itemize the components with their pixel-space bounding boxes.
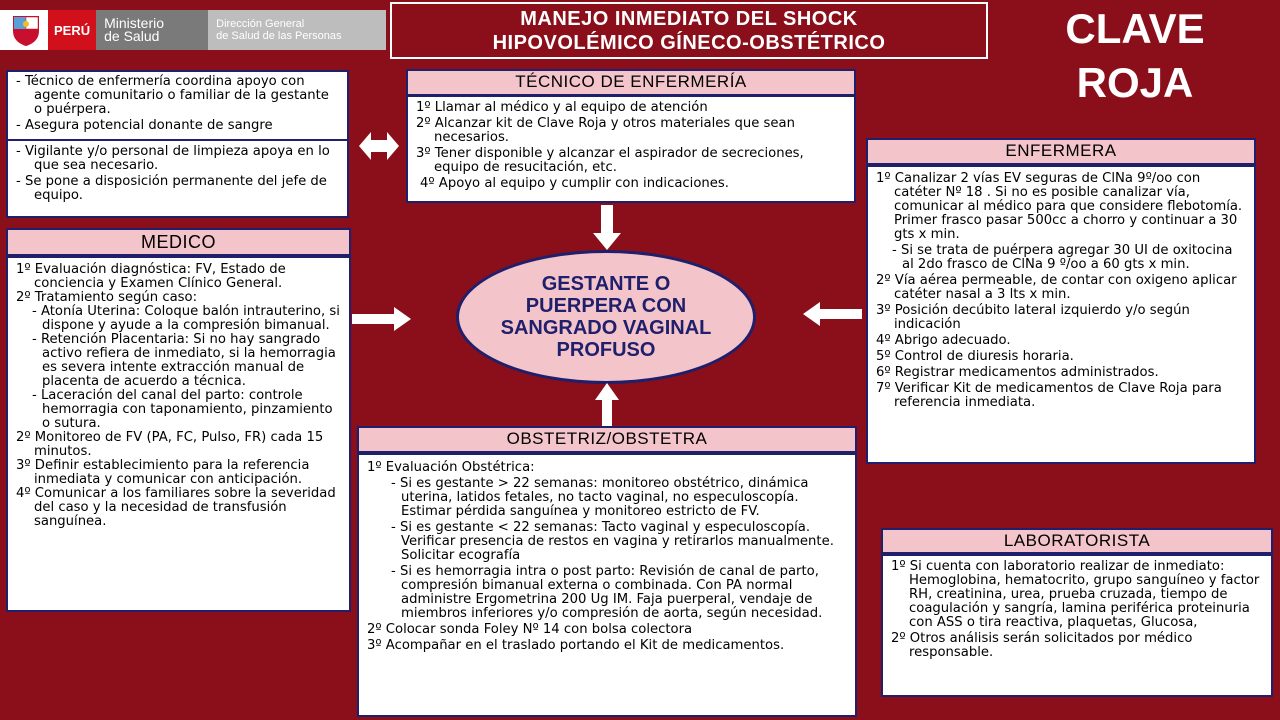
medico-subitem: - Atonía Uterina: Coloque balón intrauterino, si dispone y ayude a la compresión bimanual. bbox=[32, 304, 340, 333]
medico-item: 3º Definir establecimiento para la referencia inmediata y comunicar con anticipación. bbox=[16, 458, 310, 487]
support-item: - Se pone a disposición permanente del jefe de equipo. bbox=[16, 174, 327, 203]
laboratorista-panel bbox=[881, 554, 1273, 697]
clave-roja-title bbox=[1010, 2, 1260, 110]
central-patient-ellipse bbox=[456, 250, 756, 384]
laboratorista-item: 2º Otros análisis serán solicitados por médico responsable. bbox=[891, 631, 1193, 660]
obstetriz-panel bbox=[357, 453, 857, 717]
ministerio-label bbox=[96, 10, 208, 50]
enfermera-item: 6º Registrar medicamentos administrados. bbox=[876, 365, 1159, 380]
center-line: GESTANTE O bbox=[541, 273, 671, 295]
obstetriz-header: OBSTETRIZ/OBSTETRA bbox=[357, 426, 857, 453]
obstetriz-item: 2º Colocar sonda Foley Nº 14 con bolsa colectora bbox=[367, 622, 693, 637]
ministerio-line1: Ministerio bbox=[104, 15, 165, 31]
clave-line1: CLAVE bbox=[1065, 5, 1205, 52]
tecnico-header: TÉCNICO DE ENFERMERÍA bbox=[406, 69, 856, 96]
ministry-logo-strip bbox=[0, 10, 386, 50]
center-line: PROFUSO bbox=[556, 339, 656, 361]
tecnico-item: 2º Alcanzar kit de Clave Roja y otros materiales que sean necesarios. bbox=[416, 116, 795, 145]
medico-panel bbox=[6, 256, 351, 612]
direccion-line1: Dirección General bbox=[216, 18, 305, 30]
obstetriz-subitem: - Si es hemorragia intra o post parto: Revisión de canal de parto, compresión bimanual externa o combinada. Con PA normal administre Ergometrina 200 Ug IM. Faja puerperal, vendaje de miembros inferiores y/o compresión de aorta, según necesidad. bbox=[391, 564, 823, 621]
tecnico-item: 3º Tener disponible y alcanzar el aspirador de secreciones, equipo de resucitación, etc. bbox=[416, 146, 804, 175]
medico-item: 1º Evaluación diagnóstica: FV, Estado de conciencia y Examen Clínico General. bbox=[16, 262, 286, 291]
enfermera-panel bbox=[866, 165, 1256, 464]
center-line: PUERPERA CON bbox=[525, 295, 687, 317]
arrow-left-icon bbox=[802, 301, 862, 327]
enfermera-header: ENFERMERA bbox=[866, 138, 1256, 165]
arrow-up-icon bbox=[594, 382, 620, 426]
enfermera-item: 1º Canalizar 2 vías EV seguras de ClNa 9º/oo con catéter Nº 18 . Si no es posible canalizar vía, comunicar al médico para que considere flebotomía. Primer frasco pasar 500cc a chorro y continuar a 30 gts x min. bbox=[876, 171, 1243, 242]
enfermera-item: 5º Control de diuresis horaria. bbox=[876, 349, 1074, 364]
page-title bbox=[390, 2, 988, 59]
enfermera-item: 4º Abrigo adecuado. bbox=[876, 333, 1011, 348]
medico-item: 4º Comunicar a los familiares sobre la severidad del caso y la necesidad de transfusión sanguínea. bbox=[16, 486, 336, 529]
tecnico-panel bbox=[406, 95, 856, 203]
panel-divider bbox=[8, 139, 347, 141]
enfermera-item: 7º Verificar Kit de medicamentos de Clave Roja para referencia inmediata. bbox=[876, 381, 1222, 410]
support-staff-panel bbox=[6, 70, 349, 218]
tecnico-item: 4º Apoyo al equipo y cumplir con indicaciones. bbox=[420, 176, 729, 191]
medico-header: MEDICO bbox=[6, 228, 351, 256]
arrow-right-icon bbox=[352, 306, 412, 332]
enfermera-subitem: - Si se trata de puérpera agregar 30 UI de oxitocina al 2do frasco de ClNa 9 º/oo a 60 gts x min. bbox=[892, 243, 1233, 272]
enfermera-item: 2º Vía aérea permeable, de contar con oxigeno aplicar catéter nasal a 3 lts x min. bbox=[876, 273, 1237, 302]
title-line2: HIPOVOLÉMICO GÍNECO-OBSTÉTRICO bbox=[492, 32, 886, 54]
obstetriz-subitem: - Si es gestante < 22 semanas: Tacto vaginal y especuloscopía. Verificar presencia de restos en vagina y retirarlos manualmente. Solicitar ecografía bbox=[391, 520, 834, 563]
medico-item: 2º Tratamiento según caso: bbox=[16, 290, 198, 305]
clave-line2: ROJA bbox=[1076, 59, 1194, 106]
direccion-line2: de Salud de las Personas bbox=[216, 30, 342, 42]
obstetriz-subitem: - Si es gestante > 22 semanas: monitoreo obstétrico, dinámica uterina, latidos fetales, no tacto vaginal, no especuloscopía. Estimar pérdida sanguínea y monitoreo estricto de FV. bbox=[391, 476, 809, 519]
peru-coat-of-arms-icon bbox=[4, 11, 48, 49]
support-item: - Vigilante y/o personal de limpieza apoya en lo que sea necesario. bbox=[16, 144, 330, 173]
enfermera-item: 3º Posición decúbito lateral izquierdo y/o según indicación bbox=[876, 303, 1190, 332]
laboratorista-header: LABORATORISTA bbox=[881, 528, 1273, 554]
medico-subitem: - Laceración del canal del parto: controle hemorragia con taponamiento, pinzamiento o sutura. bbox=[32, 388, 333, 431]
peru-label: PERÚ bbox=[48, 10, 96, 50]
arrow-down-icon bbox=[592, 205, 622, 251]
ministerio-line2: de Salud bbox=[104, 28, 160, 44]
medico-subitem: - Retención Placentaria: Si no hay sangrado activo refiera de inmediato, si la hemorragia es severa intente extracción manual de placenta de acuerdo a técnica. bbox=[32, 332, 336, 389]
tecnico-item: 1º Llamar al médico y al equipo de atención bbox=[416, 100, 708, 115]
laboratorista-item: 1º Si cuenta con laboratorio realizar de inmediato: Hemoglobina, hematocrito, grupo sanguíneo y factor RH, creatinina, urea, prueba cruzada, tiempo de coagulación y sangría, lamina periférica proteinuria con ASS o tira reactiva, plaquetas, Glucosa, bbox=[891, 559, 1260, 630]
support-item: - Técnico de enfermería coordina apoyo con agente comunitario o familiar de la gestante o puérpera. bbox=[16, 74, 329, 117]
center-line: SANGRADO VAGINAL bbox=[500, 317, 712, 339]
medico-item: 2º Monitoreo de FV (PA, FC, Pulso, FR) cada 15 minutos. bbox=[16, 430, 324, 459]
double-arrow-icon bbox=[357, 128, 401, 164]
support-item: - Asegura potencial donante de sangre bbox=[16, 118, 273, 133]
obstetriz-item: 3º Acompañar en el traslado portando el Kit de medicamentos. bbox=[367, 638, 785, 653]
direccion-label bbox=[208, 10, 386, 50]
title-line1: MANEJO INMEDIATO DEL SHOCK bbox=[520, 8, 858, 30]
obstetriz-item: 1º Evaluación Obstétrica: bbox=[367, 460, 535, 475]
